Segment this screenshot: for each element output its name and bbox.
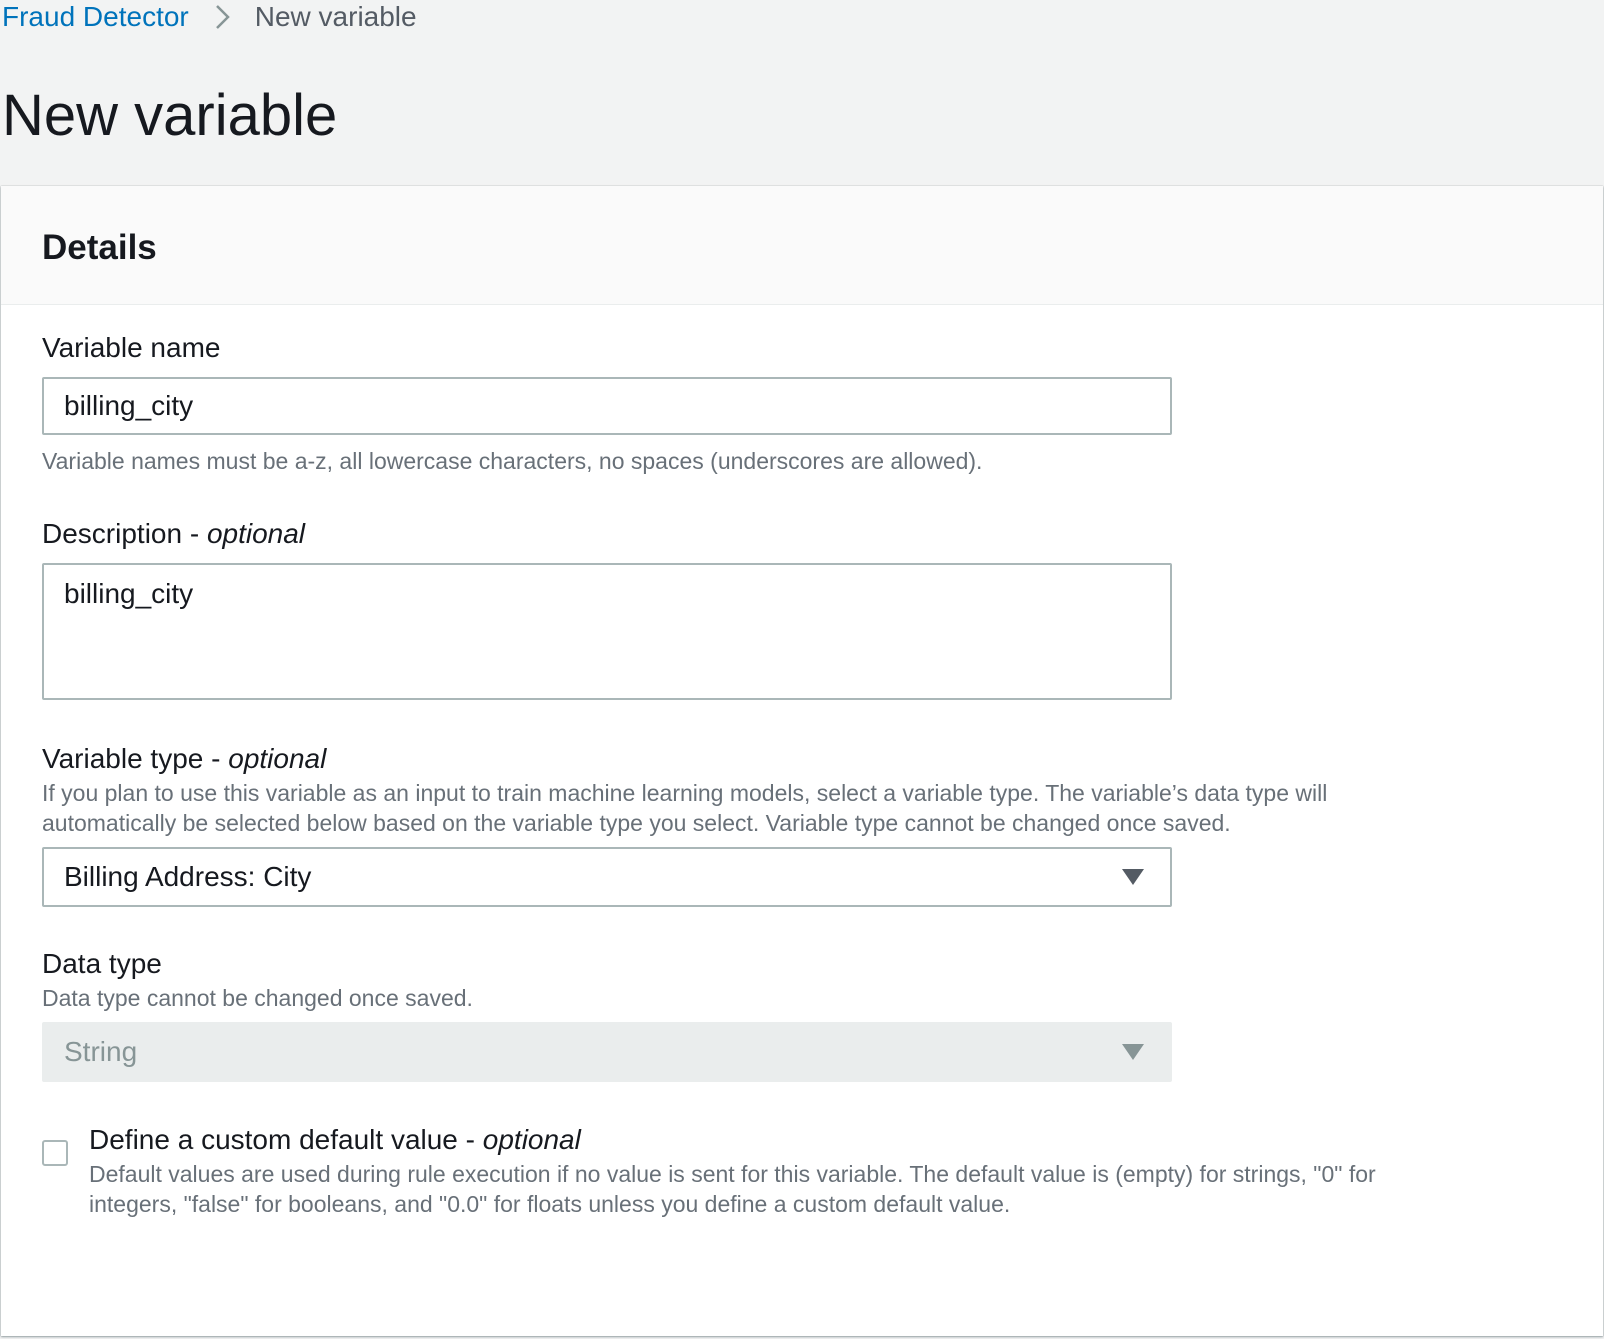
- custom-default-checkbox[interactable]: [42, 1140, 68, 1166]
- variable-type-hint-line-2: automatically be selected below based on the variable type you select. Variable type cannot be changed once saved.: [42, 810, 1231, 836]
- variable-type-select[interactable]: [42, 847, 1172, 907]
- custom-default-hint-line-2: integers, "false" for booleans, and "0.0" for floats unless you define a custom default value.: [89, 1191, 1011, 1217]
- panel-title: Details: [42, 228, 157, 267]
- data-type-label: Data type: [42, 948, 162, 979]
- variable-type-optional-tag: optional: [228, 743, 327, 774]
- variable-type-label: [42, 742, 326, 776]
- breadcrumb-current: New variable: [254, 1, 417, 32]
- data-type-select: [42, 1022, 1172, 1082]
- caret-down-icon: [1122, 1044, 1144, 1060]
- variable-name-label: Variable name: [42, 332, 221, 363]
- details-panel: [1, 186, 1603, 1336]
- variable-name-hint: Variable names must be a-z, all lowercase characters, no spaces (underscores are allowed).: [42, 448, 983, 474]
- data-type-hint: Data type cannot be changed once saved.: [42, 985, 473, 1011]
- chevron-right-icon: [215, 4, 231, 30]
- page-title: New variable: [2, 83, 338, 148]
- variable-type-hint-line-1: If you plan to use this variable as an input to train machine learning models, select a variable type. The variable’s data type will: [42, 780, 1328, 806]
- description-textarea[interactable]: [42, 563, 1172, 700]
- variable-name-input[interactable]: [42, 377, 1172, 435]
- breadcrumb-link-fraud-detector[interactable]: Fraud Detector: [2, 1, 189, 32]
- description-optional-tag: optional: [206, 518, 306, 549]
- custom-default-optional-tag: optional: [482, 1124, 581, 1155]
- description-label: [42, 517, 305, 551]
- custom-default-label-text: Define a custom default value -: [89, 1124, 483, 1155]
- data-type-selected-value: String: [64, 1036, 138, 1067]
- panel-header: [1, 186, 1603, 305]
- variable-type-label-text: Variable type -: [42, 743, 229, 774]
- description-label-text: Description -: [42, 518, 207, 549]
- caret-down-icon: [1122, 869, 1144, 885]
- custom-default-label[interactable]: [89, 1123, 581, 1157]
- variable-type-selected-value: Billing Address: City: [64, 861, 312, 892]
- custom-default-hint-line-1: Default values are used during rule execution if no value is sent for this variable. The default value is (empty) for strings, "0" for: [89, 1161, 1376, 1187]
- breadcrumb: [2, 0, 417, 34]
